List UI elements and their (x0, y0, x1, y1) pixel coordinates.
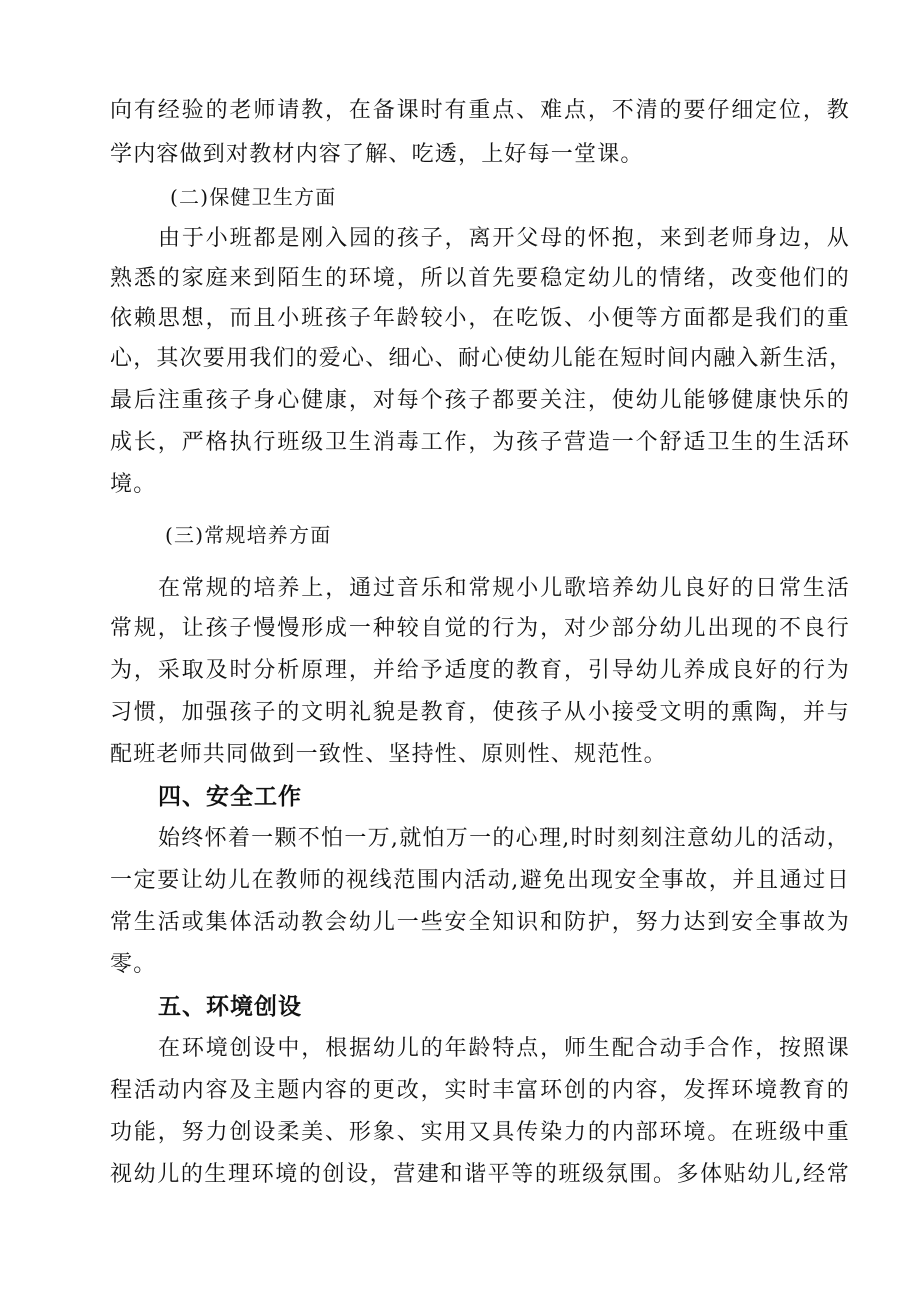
heading-environment: 五、环境创设 (158, 994, 302, 1020)
paragraph-line: 常生活或集体活动教会幼儿一些安全知识和防护，努力达到安全事故为 (110, 910, 850, 935)
paragraph-line: 为，采取及时分析原理，并给予适度的教育，引导幼儿养成良好的行为 (110, 658, 850, 683)
paragraph-line: 由于小班都是刚入园的孩子，离开父母的怀抱，来到老师身边，从 (158, 226, 850, 251)
paragraph-line: 始终怀着一颗不怕一万,就怕万一的心理,时时刻刻注意幼儿的活动， (158, 826, 850, 851)
paragraph-line: 在环境创设中，根据幼儿的年龄特点，师生配合动手合作，按照课 (158, 1036, 850, 1061)
paragraph-line: 向有经验的老师请教，在备课时有重点、难点，不清的要仔细定位，教 (110, 98, 850, 123)
paragraph-line: 熟悉的家庭来到陌生的环境，所以首先要稳定幼儿的情绪，改变他们的 (110, 266, 850, 291)
paragraph-line: 功能，努力创设柔美、形象、实用又具传染力的内部环境。在班级中重 (110, 1120, 850, 1145)
section-title-routine: (三)常规培养方面 (165, 523, 332, 547)
paragraph-line: 学内容做到对教材内容了解、吃透，上好每一堂课。 (110, 142, 644, 167)
paragraph-line: 最后注重孩子身心健康，对每个孩子都要关注，使幼儿能够健康快乐的 (110, 388, 850, 413)
paragraph-line: 常规，让孩子慢慢形成一种较自觉的行为，对少部分幼儿出现的不良行 (110, 616, 850, 641)
paragraph-line: 成长，严格执行班级卫生消毒工作，为孩子营造一个舒适卫生的生活环 (110, 430, 850, 455)
paragraph-line: 一定要让幼儿在教师的视线范围内活动,避免出现安全事故，并且通过日 (110, 868, 850, 893)
paragraph-line: 视幼儿的生理环境的创设，营建和谐平等的班级氛围。多体贴幼儿,经常 (110, 1162, 850, 1187)
section-title-health: (二)保健卫生方面 (170, 185, 337, 209)
paragraph-line: 程活动内容及主题内容的更改，实时丰富环创的内容，发挥环境教育的 (110, 1078, 850, 1103)
heading-safety: 四、安全工作 (158, 784, 302, 810)
paragraph-line: 境。 (110, 472, 157, 497)
paragraph-line: 零。 (110, 952, 157, 977)
paragraph-line: 依赖思想，而且小班孩子年龄较小，在吃饭、小便等方面都是我们的重 (110, 306, 850, 331)
paragraph-line: 配班老师共同做到一致性、坚持性、原则性、规范性。 (110, 742, 667, 767)
paragraph-line: 心，其次要用我们的爱心、细心、耐心使幼儿能在短时间内融入新生活， (110, 346, 853, 371)
paragraph-line: 在常规的培养上，通过音乐和常规小儿歌培养幼儿良好的日常生活 (158, 576, 850, 601)
paragraph-line: 习惯，加强孩子的文明礼貌是教育，使孩子从小接受文明的熏陶，并与 (110, 700, 850, 725)
